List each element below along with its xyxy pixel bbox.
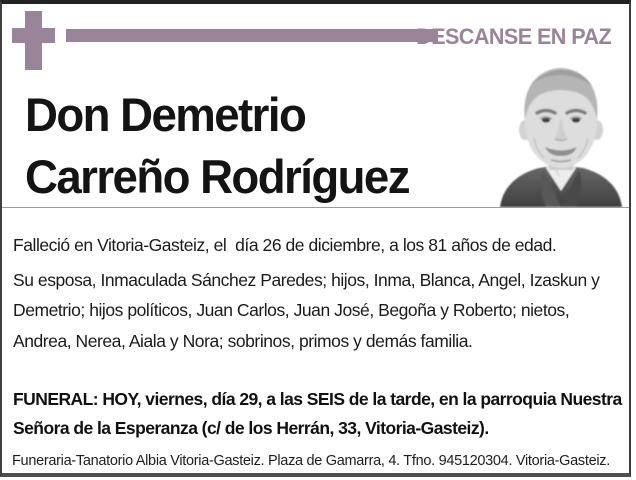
cross-horizontal-bar <box>12 28 55 43</box>
deceased-name <box>25 84 409 208</box>
latin-cross-icon <box>12 11 56 70</box>
rip-label: DESCANSE EN PAZ <box>416 24 611 49</box>
section-divider <box>2 207 629 208</box>
deceased-name-line1: Don Demetrio <box>25 88 306 141</box>
deceased-name-line2: Carreño Rodríguez <box>25 150 409 203</box>
header-rule <box>66 29 438 42</box>
portrait-photo <box>494 58 628 207</box>
family-paragraph: Su esposa, Inmaculada Sánchez Paredes; hijos, Inma, Blanca, Angel, Izaskun y Demetrio; hijos políticos, Juan Carlos, Juan José, Begoña y Roberto; nietos, Andrea, Nerea, Aiala y Nora; sobrinos, primos y demás familia. <box>13 269 600 351</box>
death-paragraph: Falleció en Vitoria-Gasteiz, el día 26 de diciembre, a los 81 años de edad. <box>13 234 557 255</box>
footer-funeral-home: Funeraria-Tanatorio Albia Vitoria-Gasteiz. Plaza de Gamarra, 4. Tfno. 945120304. Vitoria-Gasteiz. <box>12 453 610 469</box>
funeral-paragraph: FUNERAL: HOY, viernes, día 29, a las SEIS de la tarde, en la parroquia Nuestra Señora de la Esperanza (c/ de los Herrán, 33, Vitoria-Gasteiz). <box>13 388 622 438</box>
